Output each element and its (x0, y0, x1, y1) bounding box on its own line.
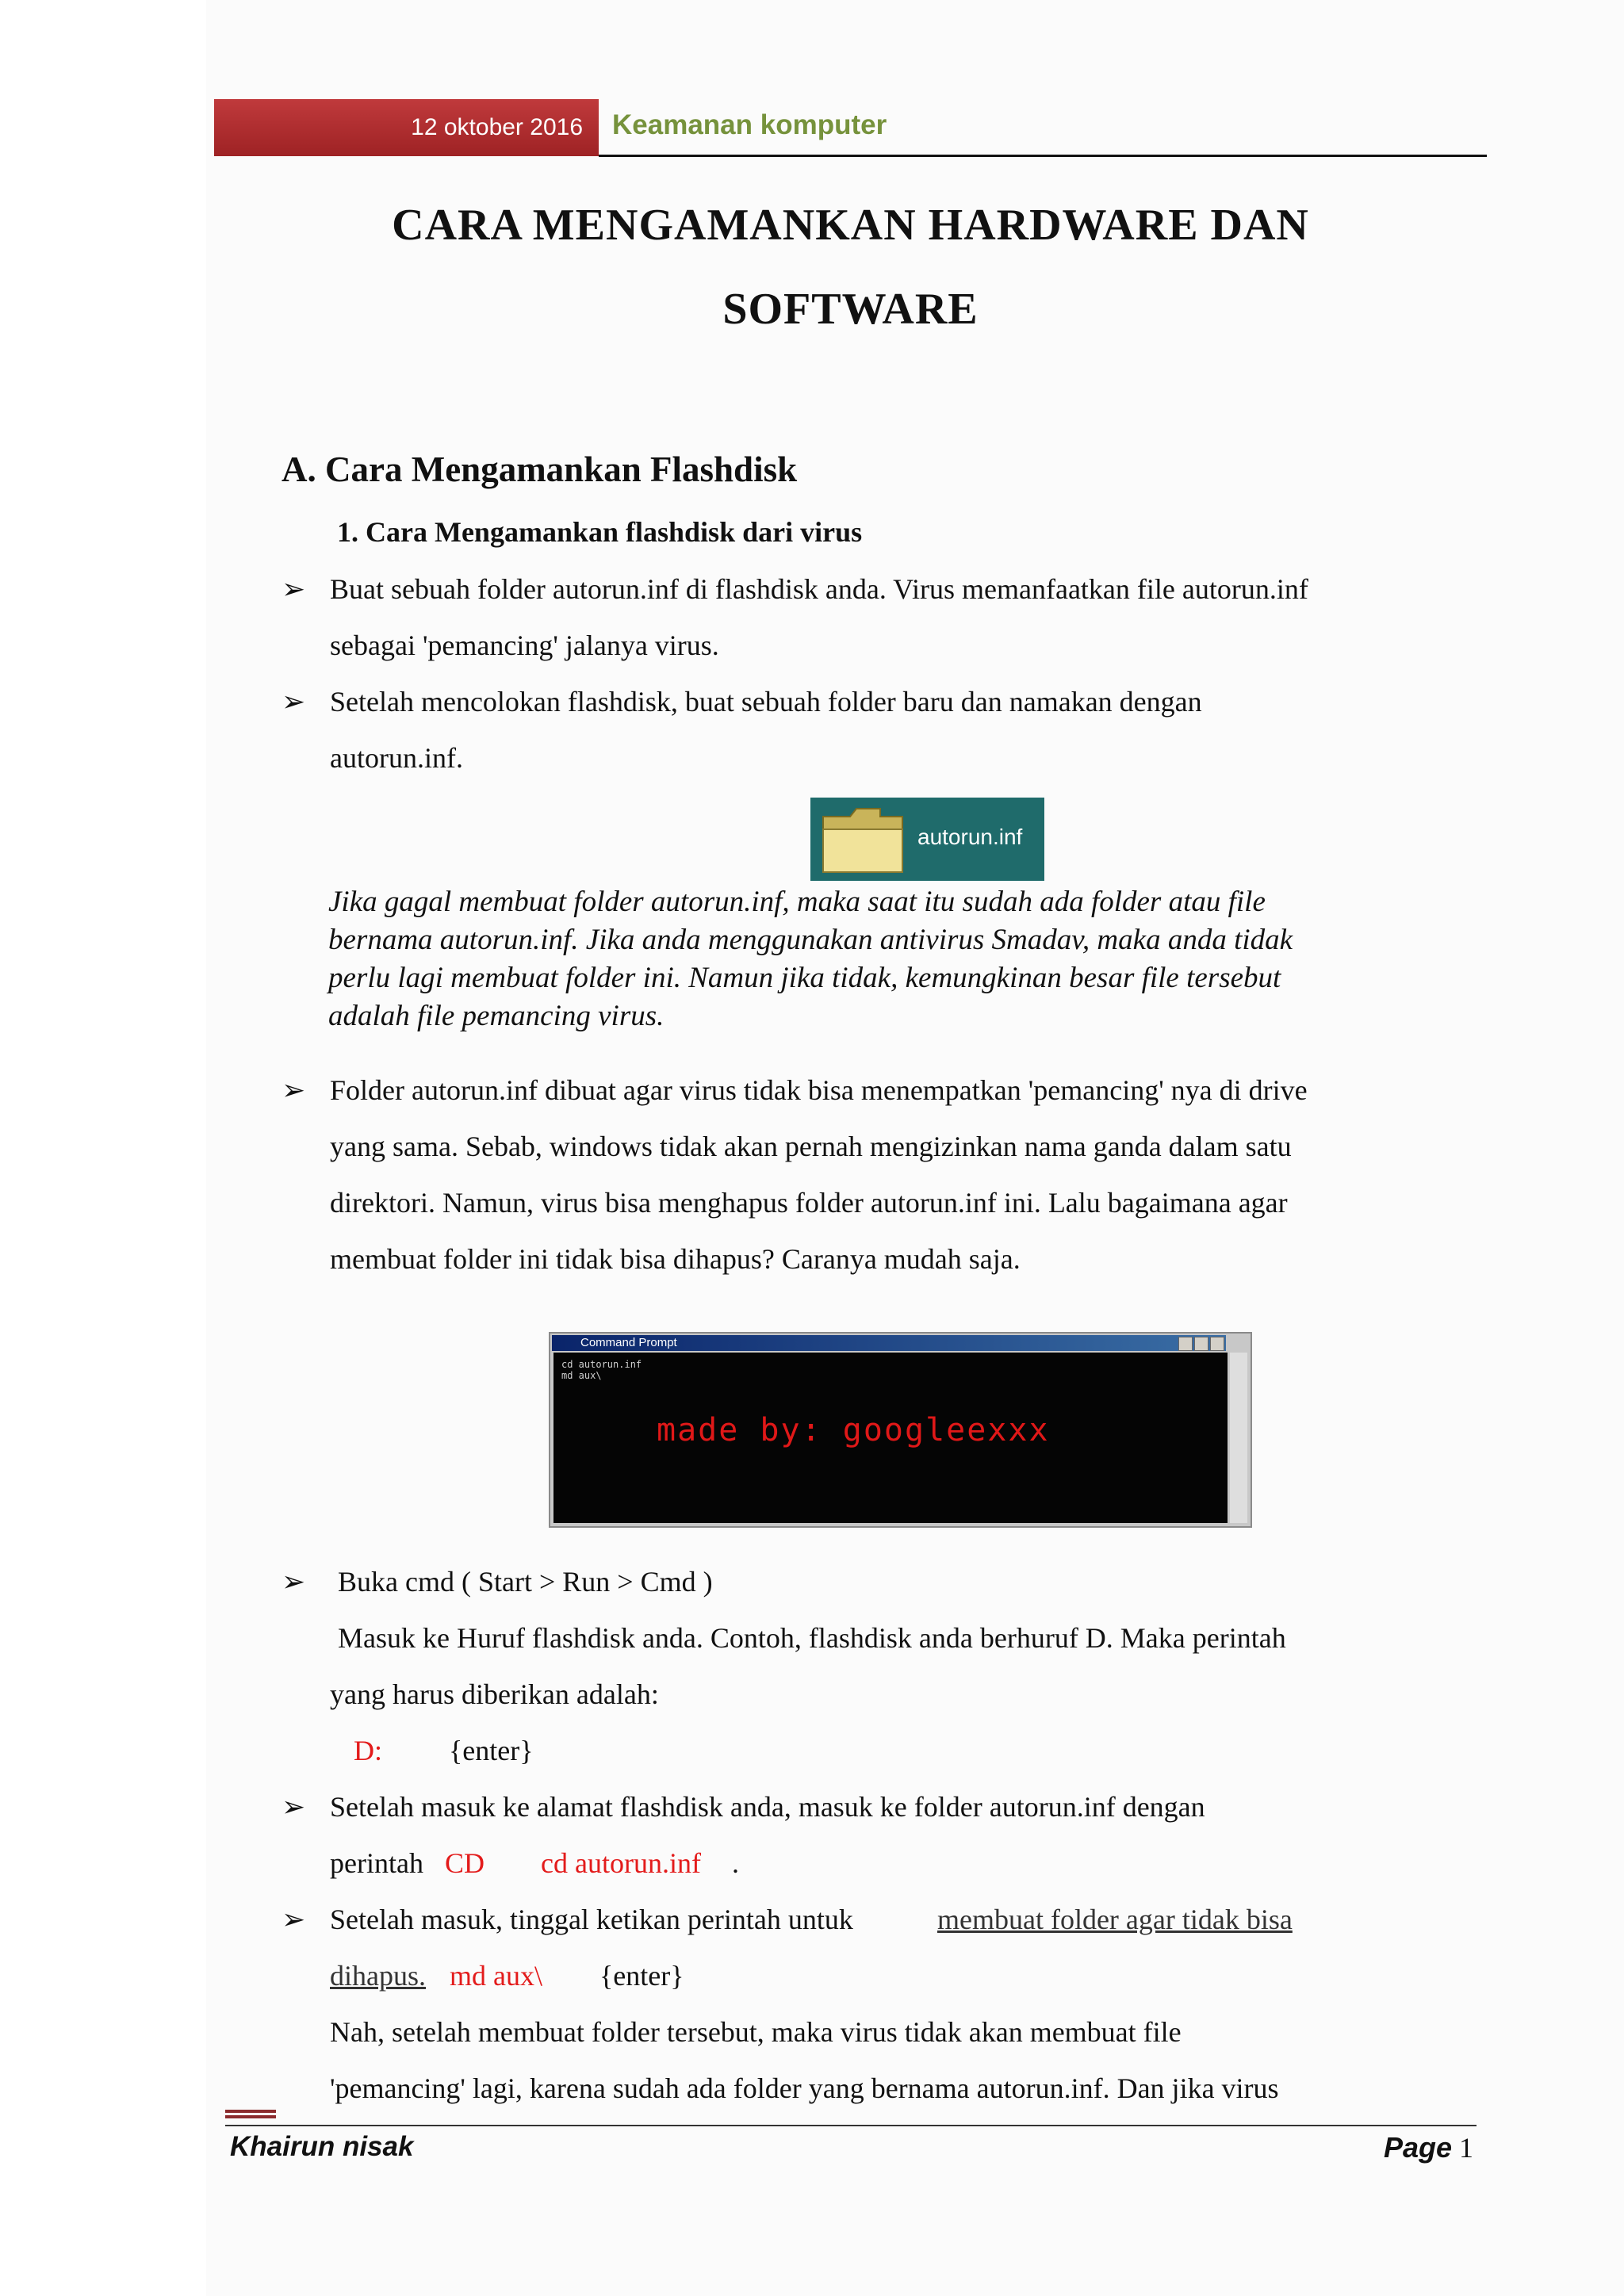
header-topic: Keamanan komputer (612, 109, 887, 140)
bullet3-line4: membuat folder ini tidak bisa dihapus? Caranya mudah saja. (330, 1243, 1021, 1275)
cmd-console (553, 1353, 1228, 1523)
cmd-line1: cd autorun.inf (561, 1359, 642, 1370)
bullet1-line2: sebagai 'pemancing' jalanya virus. (330, 629, 719, 661)
closing-line1: Nah, setelah membuat folder tersebut, maka virus tidak akan membuat file (330, 2016, 1182, 2048)
bullet4-line2: Masuk ke Huruf flashdisk anda. Contoh, flashdisk anda berhuruf D. Maka perintah (338, 1622, 1286, 1654)
bullet3-line2: yang sama. Sebab, windows tidak akan pernah mengizinkan nama ganda dalam satu (330, 1131, 1292, 1162)
bullet3-line1: Folder autorun.inf dibuat agar virus tidak bisa menempatkan 'pemancing' nya di drive (330, 1074, 1308, 1106)
footer-page-label: Page (1383, 2131, 1452, 2164)
note-line1: Jika gagal membuat folder autorun.inf, maka saat itu sudah ada folder atau file (328, 886, 1266, 918)
minimize-icon (1178, 1337, 1193, 1351)
bullet-arrow-icon: ➢ (282, 1791, 306, 1823)
bullet-arrow-icon: ➢ (282, 573, 306, 605)
bullet3-line3: direktori. Namun, virus bisa menghapus folder autorun.inf ini. Lalu bagaimana agar (330, 1187, 1288, 1219)
cmd-scrollbar (1230, 1353, 1247, 1523)
bullet-arrow-icon: ➢ (282, 1904, 306, 1935)
cmd-watermark: made by: googleexxx (657, 1412, 1050, 1448)
footer-page-number (1384, 2131, 1473, 2164)
cmd-enter-text: {enter} (449, 1735, 534, 1766)
header-rule (599, 155, 1487, 157)
bullet2-line1: Setelah mencolokan flashdisk, buat sebuah folder baru dan namakan dengan (330, 686, 1202, 718)
bullet-arrow-icon: ➢ (282, 686, 306, 718)
footer-author: Khairun nisak (230, 2131, 414, 2162)
closing-line2: 'pemancing' lagi, karena sudah ada folder yang bernama autorun.inf. Dan jika virus (330, 2072, 1279, 2104)
subsection-heading-1: 1. Cara Mengamankan flashdisk dari virus (337, 516, 863, 548)
footer-page-value: 1 (1459, 2132, 1473, 2164)
folder-autorun-image (810, 798, 1044, 881)
bullet4-line3: yang harus diberikan adalah: (330, 1678, 659, 1710)
folder-icon (820, 806, 907, 875)
close-icon (1210, 1337, 1224, 1351)
cmd-code-cd-autorun: cd autorun.inf (541, 1847, 701, 1879)
bullet6-prefix: Setelah masuk, tinggal ketikan perintah untuk (330, 1904, 853, 1935)
bullet-arrow-icon: ➢ (282, 1074, 306, 1106)
cmd-line2: md aux\ (561, 1370, 602, 1381)
bullet6-link-line2[interactable]: dihapus. (330, 1960, 426, 1992)
cmd-code-cd: CD (445, 1847, 485, 1879)
bullet-arrow-icon: ➢ (282, 1566, 306, 1598)
cmd-enter-text: {enter} (599, 1960, 684, 1992)
note-line4: adalah file pemancing virus. (328, 1000, 665, 1032)
footer-rule (225, 2125, 1477, 2126)
note-line2: bernama autorun.inf. Jika anda menggunakan antivirus Smadav, maka anda tidak (328, 924, 1293, 956)
cmd-code-md-aux: md aux\ (450, 1960, 542, 1992)
cmd-window-title: Command Prompt (580, 1336, 677, 1349)
bullet6-link-line1[interactable]: membuat folder agar tidak bisa (937, 1904, 1293, 1935)
note-line3: perlu lagi membuat folder ini. Namun jika tidak, kemungkinan besar file tersebut (328, 962, 1281, 994)
bullet2-line2: autorun.inf. (330, 742, 463, 774)
cmd-titlebar (552, 1335, 1226, 1351)
header-date: 12 oktober 2016 (214, 99, 599, 156)
maximize-icon (1194, 1337, 1208, 1351)
cmd-screenshot (549, 1332, 1252, 1528)
bullet5-suffix: . (732, 1847, 739, 1879)
section-heading-a: A. Cara Mengamankan Flashdisk (282, 450, 798, 489)
folder-label: autorun.inf (917, 825, 1023, 849)
bullet4-line1: Buka cmd ( Start > Run > Cmd ) (338, 1566, 713, 1598)
cmd-drive-code: D: (354, 1735, 382, 1766)
document-title-line2: SOFTWARE (722, 285, 979, 334)
document-title-line1: CARA MENGAMANKAN HARDWARE DAN (392, 201, 1309, 250)
bullet5-prefix: perintah (330, 1847, 423, 1879)
bullet5-line1: Setelah masuk ke alamat flashdisk anda, masuk ke folder autorun.inf dengan (330, 1791, 1205, 1823)
footer-accent-bars (225, 2110, 276, 2121)
bullet1-line1: Buat sebuah folder autorun.inf di flashdisk anda. Virus memanfaatkan file autorun.inf (330, 573, 1308, 605)
